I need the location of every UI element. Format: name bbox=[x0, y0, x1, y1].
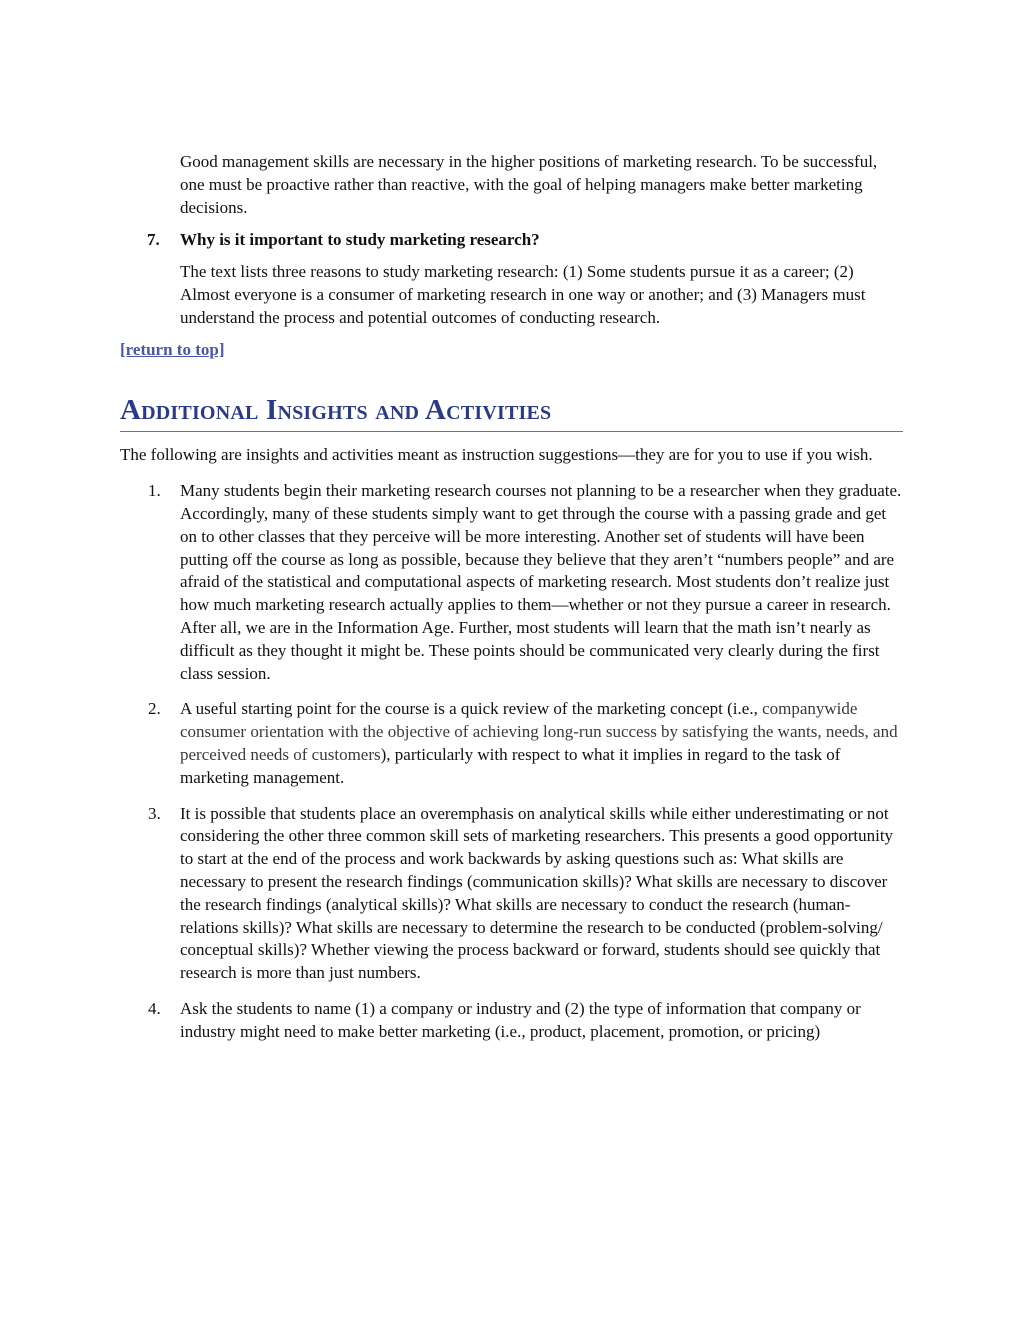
list-item-text: Ask the students to name (1) a company or industry and (2) the type of information that company or industry might need to make better marketing (i.e., product, placement, promotion, or pricing) bbox=[180, 998, 861, 1041]
list-item-text-end: ), particularly with respect to what it implies in regard to the task of marketing management. bbox=[180, 744, 841, 787]
list-item bbox=[120, 698, 903, 789]
list-item bbox=[120, 998, 903, 1044]
question-number: 7. bbox=[147, 230, 160, 250]
list-item-number: 3. bbox=[148, 803, 161, 823]
list-item-text-start: A useful starting point for the course is a quick review of the marketing concept (i.e., bbox=[180, 699, 763, 719]
section-heading: Additional Insights and Activities bbox=[120, 393, 903, 432]
list-item-number: 1. bbox=[148, 481, 161, 501]
list-item-number: 2. bbox=[148, 699, 161, 719]
list-item-number: 4. bbox=[148, 998, 161, 1018]
continuation-paragraph: Good management skills are necessary in the higher positions of marketing research. To be successful, one must be proactive rather than reactive, with the goal of helping managers make better marketing decisions. bbox=[180, 152, 878, 217]
list-item bbox=[120, 803, 903, 985]
return-to-top-link[interactable]: [return to top] bbox=[120, 339, 225, 359]
list-item-text: It is possible that students place an overemphasis on analytical skills while either underestimating or not considering the other three common skill sets of marketing researchers. This presents a good opportunity to start at the end of the process and work backwards by asking questions such as: What skills are necessary to present the research findings (communication skills)? What skills are necessary to discover the research findings (analytical skills)? What skills are necessary to conduct the research (human-relations skills)? What skills are necessary to determine the research to be conducted (problem-solving/ conceptual skills)? Whether viewing the process backward or forward, students should see quickly that research is more than just numbers. bbox=[180, 803, 894, 983]
list-item-text bbox=[180, 698, 903, 789]
document-page bbox=[120, 151, 903, 1057]
question-answer: The text lists three reasons to study marketing research: (1) Some students pursue it as a career; (2) Almost everyone is a consumer of marketing research in one way or another; and (3) Managers must understand the process and potential outcomes of conducting research. bbox=[180, 262, 866, 327]
section-intro: The following are insights and activities meant as instruction suggestions—they are for you to use if you wish. bbox=[120, 445, 873, 465]
activities-list bbox=[120, 480, 903, 1043]
marketing-concept-definition: companywide consumer orientation with the objective of achieving long-run success by satisfying the wants, needs, and perceived needs of customers bbox=[180, 699, 898, 764]
list-item-text: Many students begin their marketing research courses not planning to be a researcher when they graduate. Accordingly, many of these students simply want to get through the course with a passing grade and get on to other classes that they perceive will be more interesting. Another set of students will have been putting off the course as long as possible, because they believe that they aren’t “numbers people” and are afraid of the statistical and computational aspects of marketing research. Most students don’t realize just how much marketing research actually applies to them—whether or not they pursue a career in research. After all, we are in the Information Age. Further, most students will learn that the math isn’t nearly as difficult as they thought it might be. These points should be communicated very clearly during the first class session. bbox=[180, 481, 902, 683]
list-item bbox=[120, 480, 903, 685]
question-item-7 bbox=[147, 229, 903, 252]
question-text: Why is it important to study marketing research? bbox=[180, 230, 540, 250]
